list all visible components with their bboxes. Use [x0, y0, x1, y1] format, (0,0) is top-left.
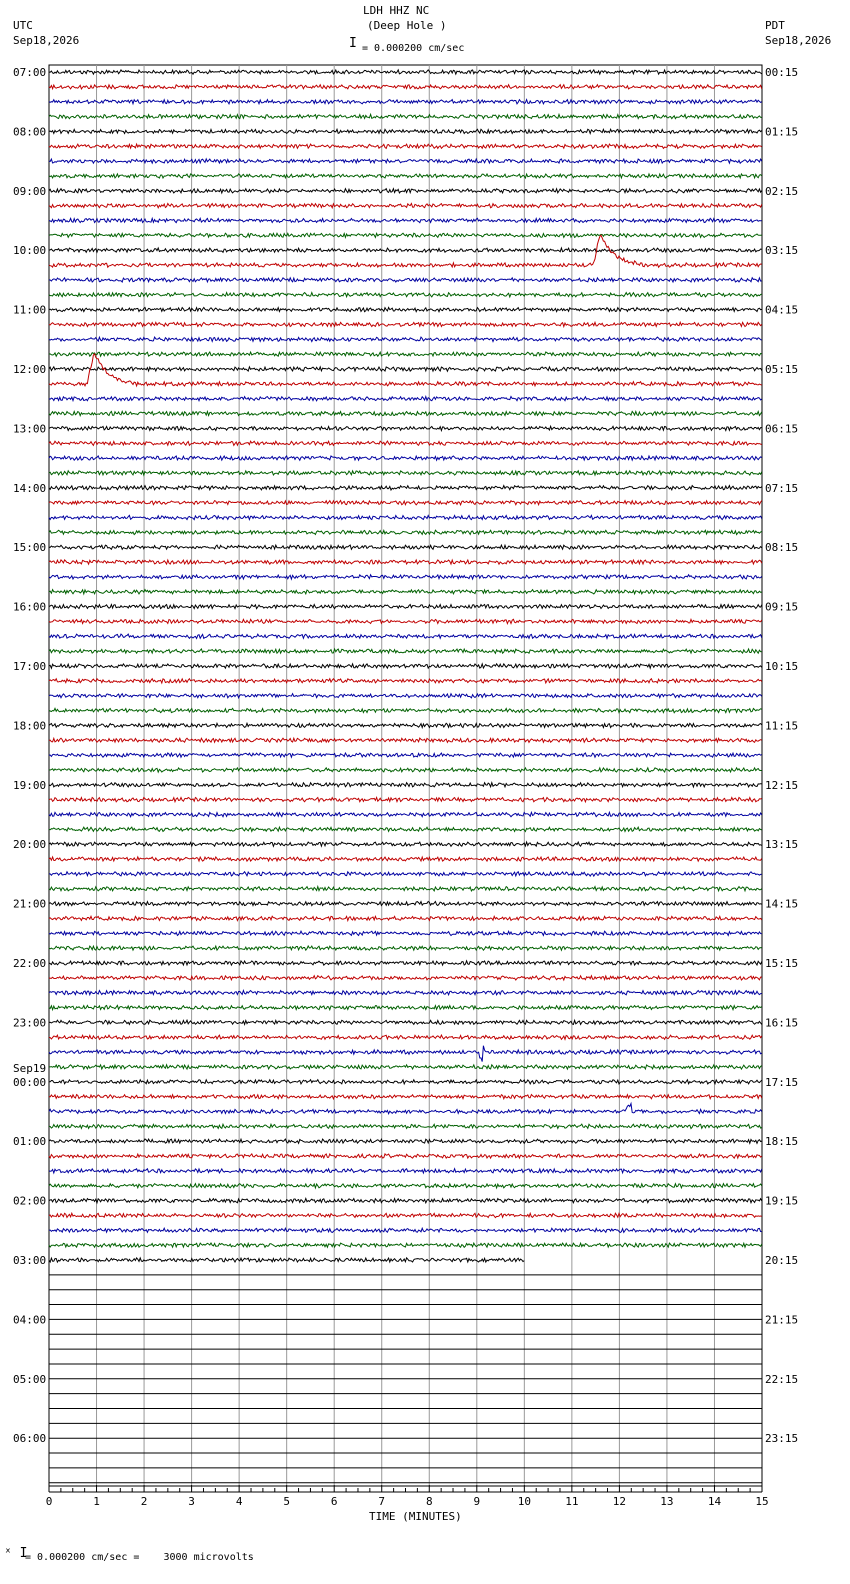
x-tick-label: 1 — [93, 1495, 100, 1508]
plot-grid — [49, 65, 762, 1486]
seismic-trace — [49, 545, 762, 549]
seismic-trace — [49, 783, 762, 787]
pdt-hour-label: 16:15 — [765, 1016, 799, 1030]
pdt-hour-label: 01:15 — [765, 125, 799, 139]
pdt-hour-label: 09:15 — [765, 600, 799, 614]
pdt-hour-label: 15:15 — [765, 957, 799, 970]
seismic-trace — [49, 248, 762, 252]
seismic-trace — [49, 1065, 762, 1069]
utc-hour-label: 12:00 — [13, 363, 47, 376]
seismic-trace — [49, 961, 762, 965]
utc-hour-label: 05:00 — [13, 1372, 47, 1386]
seismic-trace — [49, 1184, 762, 1188]
seismic-trace — [49, 1139, 762, 1143]
seismic-trace — [49, 1095, 762, 1099]
x-tick-label: 0 — [45, 1495, 53, 1508]
pdt-hour-label: 23:15 — [765, 1432, 799, 1446]
seismic-trace — [49, 515, 762, 519]
seismic-trace — [49, 902, 762, 906]
seismic-trace — [49, 708, 762, 712]
seismic-trace — [49, 397, 762, 401]
seismic-trace — [49, 857, 762, 861]
left-timezone: UTC — [13, 19, 33, 32]
seismic-trace — [49, 174, 762, 178]
pdt-hour-label: 06:15 — [765, 422, 799, 436]
utc-hour-label: 14:00 — [13, 481, 47, 495]
utc-hour-label: 21:00 — [13, 897, 47, 911]
seismic-trace — [49, 235, 762, 267]
station-title: LDH HHZ NC — [363, 4, 430, 17]
seismic-trace — [49, 916, 762, 920]
seismic-trace — [49, 723, 762, 727]
seismic-trace — [49, 411, 762, 415]
seismic-trace — [49, 1198, 762, 1202]
seismic-trace — [49, 1169, 762, 1173]
seismic-trace — [49, 649, 762, 653]
seismic-trace — [49, 233, 762, 237]
x-tick-label: 2 — [140, 1495, 148, 1508]
x-tick-label: 11 — [565, 1495, 579, 1508]
seismic-trace — [49, 887, 762, 891]
x-tick-label: 7 — [378, 1495, 386, 1508]
utc-hour-label: 00:00 — [13, 1075, 47, 1089]
right-date: Sep18,2026 — [765, 34, 832, 47]
seismic-trace — [49, 204, 762, 208]
pdt-hour-label: 10:15 — [765, 660, 799, 673]
seismic-trace — [49, 1046, 762, 1062]
right-timezone: PDT — [765, 19, 785, 32]
seismic-trace — [49, 812, 762, 816]
x-tick-label: 3 — [188, 1495, 195, 1508]
seismic-trace — [49, 456, 762, 460]
pdt-hour-label: 07:15 — [765, 481, 799, 495]
seismic-trace — [49, 367, 762, 371]
seismic-trace — [49, 441, 762, 445]
date-change-label: Sep19 — [13, 1061, 47, 1075]
seismic-trace — [49, 129, 762, 133]
seismic-trace — [49, 308, 762, 312]
x-axis — [46, 1485, 769, 1508]
seismic-trace — [49, 218, 762, 222]
pdt-hour-label: 17:15 — [765, 1075, 799, 1089]
utc-hour-label: 01:00 — [13, 1135, 47, 1149]
utc-hour-label: 09:00 — [13, 184, 47, 198]
pdt-hour-label: 12:15 — [765, 778, 799, 792]
scale-bar-icon: I — [349, 36, 357, 51]
utc-hour-label: 23:00 — [13, 1016, 47, 1030]
left-date: Sep18,2026 — [13, 34, 80, 47]
seismic-trace — [49, 560, 762, 564]
seismic-traces — [49, 70, 762, 1483]
utc-hour-label: 06:00 — [13, 1432, 47, 1446]
seismic-trace — [49, 1154, 762, 1158]
pdt-hour-label: 19:15 — [765, 1194, 799, 1208]
seismic-trace — [49, 1124, 762, 1128]
row-labels — [13, 66, 798, 1445]
x-tick-label: 14 — [707, 1495, 722, 1508]
seismic-trace — [49, 768, 762, 772]
utc-hour-label: 22:00 — [13, 957, 47, 970]
pdt-hour-label: 21:15 — [765, 1313, 799, 1327]
seismic-trace — [49, 85, 762, 89]
x-tick-label: 15 — [755, 1495, 769, 1508]
seismic-trace — [49, 144, 762, 148]
x-axis-label: TIME (MINUTES) — [369, 1510, 462, 1523]
pdt-hour-label: 00:15 — [765, 66, 799, 79]
pdt-hour-label: 22:15 — [765, 1372, 799, 1386]
seismic-trace — [49, 501, 762, 505]
pdt-hour-label: 04:15 — [765, 303, 799, 317]
seismic-trace — [49, 471, 762, 475]
pdt-hour-label: 02:15 — [765, 184, 799, 198]
pdt-hour-label: 03:15 — [765, 244, 799, 258]
utc-hour-label: 11:00 — [13, 303, 47, 317]
seismic-trace — [49, 1020, 762, 1024]
utc-hour-label: 08:00 — [13, 125, 47, 139]
utc-hour-label: 13:00 — [13, 422, 47, 436]
seismic-trace — [49, 352, 762, 356]
pdt-hour-label: 05:15 — [765, 363, 799, 376]
location-title: (Deep Hole ) — [367, 19, 447, 32]
seismic-trace — [49, 738, 762, 742]
seismic-trace — [49, 486, 762, 490]
x-tick-label: 8 — [425, 1495, 433, 1508]
scale-label: = 0.000200 cm/sec — [362, 43, 465, 54]
seismic-trace — [49, 1080, 762, 1084]
seismic-trace — [49, 1213, 762, 1217]
seismic-trace — [49, 827, 762, 831]
pdt-hour-label: 20:15 — [765, 1254, 799, 1267]
seismic-trace — [49, 872, 762, 876]
seismic-trace — [49, 575, 762, 579]
seismic-trace — [49, 530, 762, 534]
utc-hour-label: 20:00 — [13, 838, 47, 852]
seismic-trace — [49, 679, 762, 683]
utc-hour-label: 03:00 — [13, 1254, 47, 1267]
utc-hour-label: 17:00 — [13, 660, 47, 673]
seismic-trace — [49, 753, 762, 757]
x-tick-label: 12 — [612, 1495, 627, 1508]
seismic-trace — [49, 1005, 762, 1009]
seismic-trace — [49, 604, 762, 608]
seismic-trace — [49, 619, 762, 623]
pdt-hour-label: 08:15 — [765, 541, 799, 555]
pdt-hour-label: 13:15 — [765, 838, 799, 852]
seismic-trace — [49, 322, 762, 326]
seismic-trace — [49, 293, 762, 297]
utc-hour-label: 10:00 — [13, 244, 47, 258]
x-tick-label: 10 — [517, 1495, 531, 1508]
x-tick-label: 6 — [330, 1495, 338, 1508]
seismic-trace — [49, 634, 762, 638]
seismic-trace — [49, 590, 762, 594]
seismic-trace — [49, 426, 762, 430]
utc-hour-label: 18:00 — [13, 719, 47, 733]
seismic-trace — [49, 100, 762, 104]
utc-hour-label: 19:00 — [13, 778, 47, 792]
seismic-trace — [49, 1104, 762, 1114]
seismic-trace — [49, 70, 762, 74]
seismic-trace — [49, 1035, 762, 1039]
utc-hour-label: 15:00 — [13, 541, 47, 555]
seismic-trace — [49, 664, 762, 668]
seismic-trace — [49, 976, 762, 980]
utc-hour-label: 04:00 — [13, 1313, 47, 1327]
pdt-hour-label: 11:15 — [765, 719, 799, 733]
seismic-trace — [49, 114, 762, 118]
footer-scale-label: = 0.000200 cm/sec = 3000 microvolts — [25, 1552, 254, 1563]
utc-hour-label: 02:00 — [13, 1194, 47, 1208]
seismic-trace — [49, 931, 762, 935]
seismic-trace — [49, 842, 762, 846]
x-tick-label: 5 — [283, 1495, 290, 1508]
pdt-hour-label: 18:15 — [765, 1135, 799, 1149]
utc-hour-label: 16:00 — [13, 600, 47, 614]
seismic-trace — [49, 1228, 762, 1232]
seismic-trace — [49, 946, 762, 950]
x-tick-label: 13 — [660, 1495, 674, 1508]
utc-hour-label: 07:00 — [13, 66, 47, 79]
x-tick-label: 9 — [473, 1495, 481, 1508]
seismic-trace — [49, 798, 762, 802]
pdt-hour-label: 14:15 — [765, 897, 799, 911]
plot-frame — [49, 65, 762, 1486]
seismic-trace — [49, 159, 762, 163]
seismic-trace — [49, 189, 762, 193]
seismic-trace — [49, 278, 762, 282]
footer-scale-icon: ˣ I — [4, 1546, 28, 1561]
seismic-trace — [49, 694, 762, 698]
seismic-trace — [49, 991, 762, 995]
seismic-trace — [49, 1243, 762, 1247]
x-tick-label: 4 — [235, 1495, 243, 1508]
seismic-trace — [49, 337, 762, 341]
